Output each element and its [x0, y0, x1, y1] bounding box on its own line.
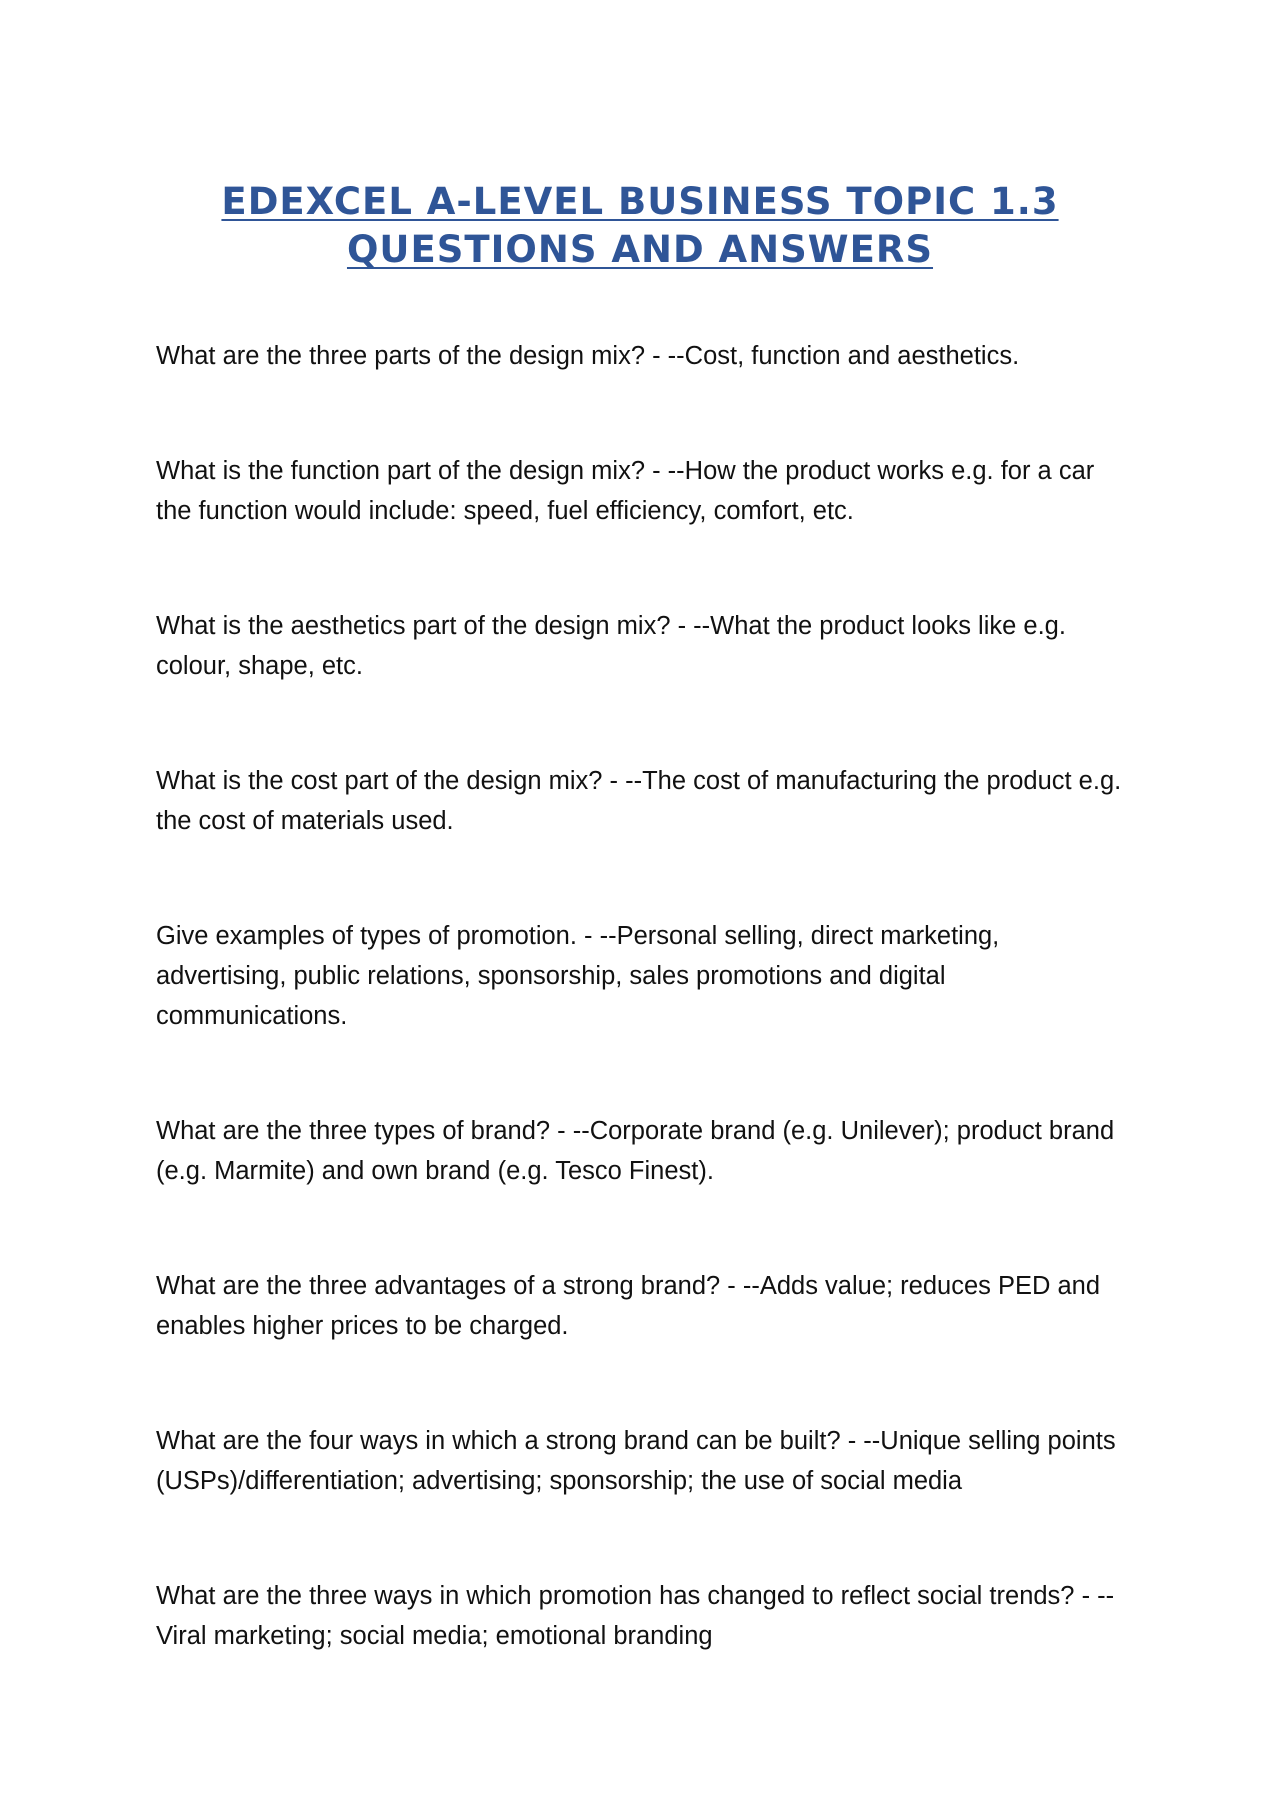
- qa-item: What is the function part of the design mix? - --How the product works e.g. for a car the function would include: speed, fuel efficiency, comfort, etc.: [156, 457, 1095, 525]
- qa-item: Give examples of types of promotion. - --Personal selling, direct marketing, advertising, public relations, sponsorship, sales promotions and digital communications.: [156, 922, 1000, 1030]
- qa-item: What are the three ways in which promotion has changed to reflect social trends? - --Viral marketing; social media; emotional branding: [156, 1582, 1115, 1650]
- qa-item: What are the four ways in which a strong brand can be built? - --Unique selling points (USPs)/differentiation; advertising; sponsorship; the use of social media: [156, 1427, 1116, 1495]
- qa-item: What is the cost part of the design mix? - --The cost of manufacturing the product e.g. the cost of materials used.: [156, 767, 1122, 835]
- qa-item: What are the three types of brand? - --Corporate brand (e.g. Unilever); product brand (e.g. Marmite) and own brand (e.g. Tesco Finest).: [156, 1117, 1115, 1185]
- document-title: [0, 178, 1280, 274]
- qa-item: What is the aesthetics part of the design mix? - --What the product looks like e.g. colour, shape, etc.: [156, 612, 1066, 680]
- title-line-2: QUESTIONS AND ANSWERS: [346, 228, 934, 271]
- qa-list: [156, 336, 1136, 1731]
- title-line-1: EDEXCEL A-LEVEL BUSINESS TOPIC 1.3: [221, 180, 1059, 223]
- qa-item: What are the three parts of the design mix? - --Cost, function and aesthetics.: [156, 342, 1020, 370]
- qa-item: What are the three advantages of a strong brand? - --Adds value; reduces PED and enables higher prices to be charged.: [156, 1272, 1101, 1340]
